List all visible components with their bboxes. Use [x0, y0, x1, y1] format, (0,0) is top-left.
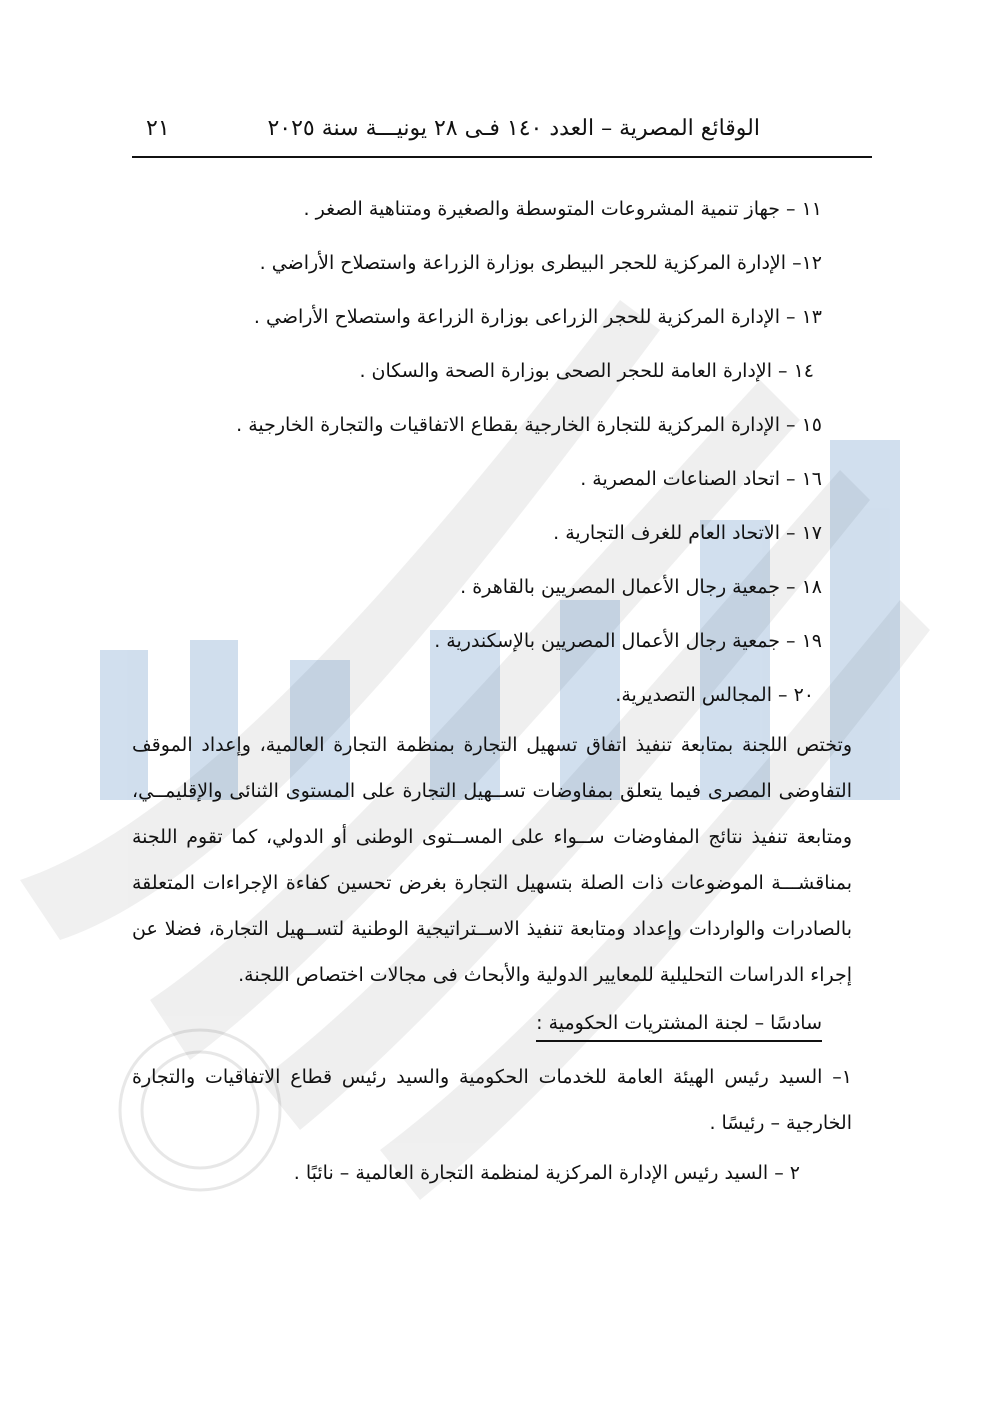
section-item-2: ٢ – السيد رئيس الإدارة المركزية لمنظمة التجارة العالمية – نائبًا .	[293, 1162, 800, 1184]
list-item: ١١ – جهاز تنمية المشروعات المتوسطة والصغيرة ومتناهية الصغر .	[303, 198, 822, 220]
page-number: ٢١	[146, 116, 170, 141]
list-item: ١٨ – جمعية رجال الأعمال المصريين بالقاهرة .	[460, 576, 822, 598]
document-body	[132, 182, 852, 1196]
header-title: الوقائع المصرية – العدد ١٤٠ فـى ٢٨ يونيـــة سنة ٢٠٢٥	[267, 116, 760, 141]
committee-paragraph: وتختص اللجنة بمتابعة تنفيذ اتفاق تسهيل التجارة بمنظمة التجارة العالمية، وإعداد الموقف التفاوضى المصرى فيما يتعلق بمفاوضات تســهيل التجارة على المستوى الثنائى والإقليمــي، ومتابعة تنفيذ نتائج المفاوضات ســواء على المســتوى الوطنى أو الدولي، كما تقوم اللجنة بمناقشـــة الموضوعات ذات الصلة بتسهيل التجارة بغرض تحسين كفاءة الإجراءات المتعلقة بالصادرات والواردات وإعداد ومتابعة تنفيذ الاســتراتيجية الوطنية لتســهيل التجارة، فضلا عن إجراء الدراسات التحليلية للمعايير الدولية والأبحاث فى مجالات اختصاص اللجنة.	[132, 734, 852, 986]
header-divider	[132, 156, 872, 158]
list-item: ٢٠ – المجالس التصديرية.	[615, 684, 814, 706]
page-header	[132, 112, 872, 158]
section-heading	[132, 998, 852, 1048]
list-item: ١٧ – الاتحاد العام للغرف التجارية .	[553, 522, 822, 544]
list-item: ١٣ – الإدارة المركزية للحجر الزراعى بوزارة الزراعة واستصلاح الأراضي .	[253, 306, 822, 328]
heading-underline	[536, 1040, 822, 1042]
list-item: ١٥ – الإدارة المركزية للتجارة الخارجية بقطاع الاتفاقيات والتجارة الخارجية .	[236, 414, 822, 436]
list-item: ١٢– الإدارة المركزية للحجر البيطرى بوزارة الزراعة واستصلاح الأراضي .	[259, 252, 822, 274]
list-item: ١٤ – الإدارة العامة للحجر الصحى بوزارة الصحة والسكان .	[359, 360, 814, 382]
section-item-1: ١– السيد رئيس الهيئة العامة للخدمات الحكومية والسيد رئيس قطاع الاتفاقيات والتجارة الخارجية – رئيسًا .	[132, 1066, 852, 1134]
list-item: ١٦ – اتحاد الصناعات المصرية .	[580, 468, 822, 490]
list-item: ١٩ – جمعية رجال الأعمال المصريين بالإسكندرية .	[434, 630, 822, 652]
section-heading-text	[536, 998, 822, 1048]
section-heading-label: سادسًا – لجنة المشتريات الحكومية :	[536, 1012, 822, 1034]
